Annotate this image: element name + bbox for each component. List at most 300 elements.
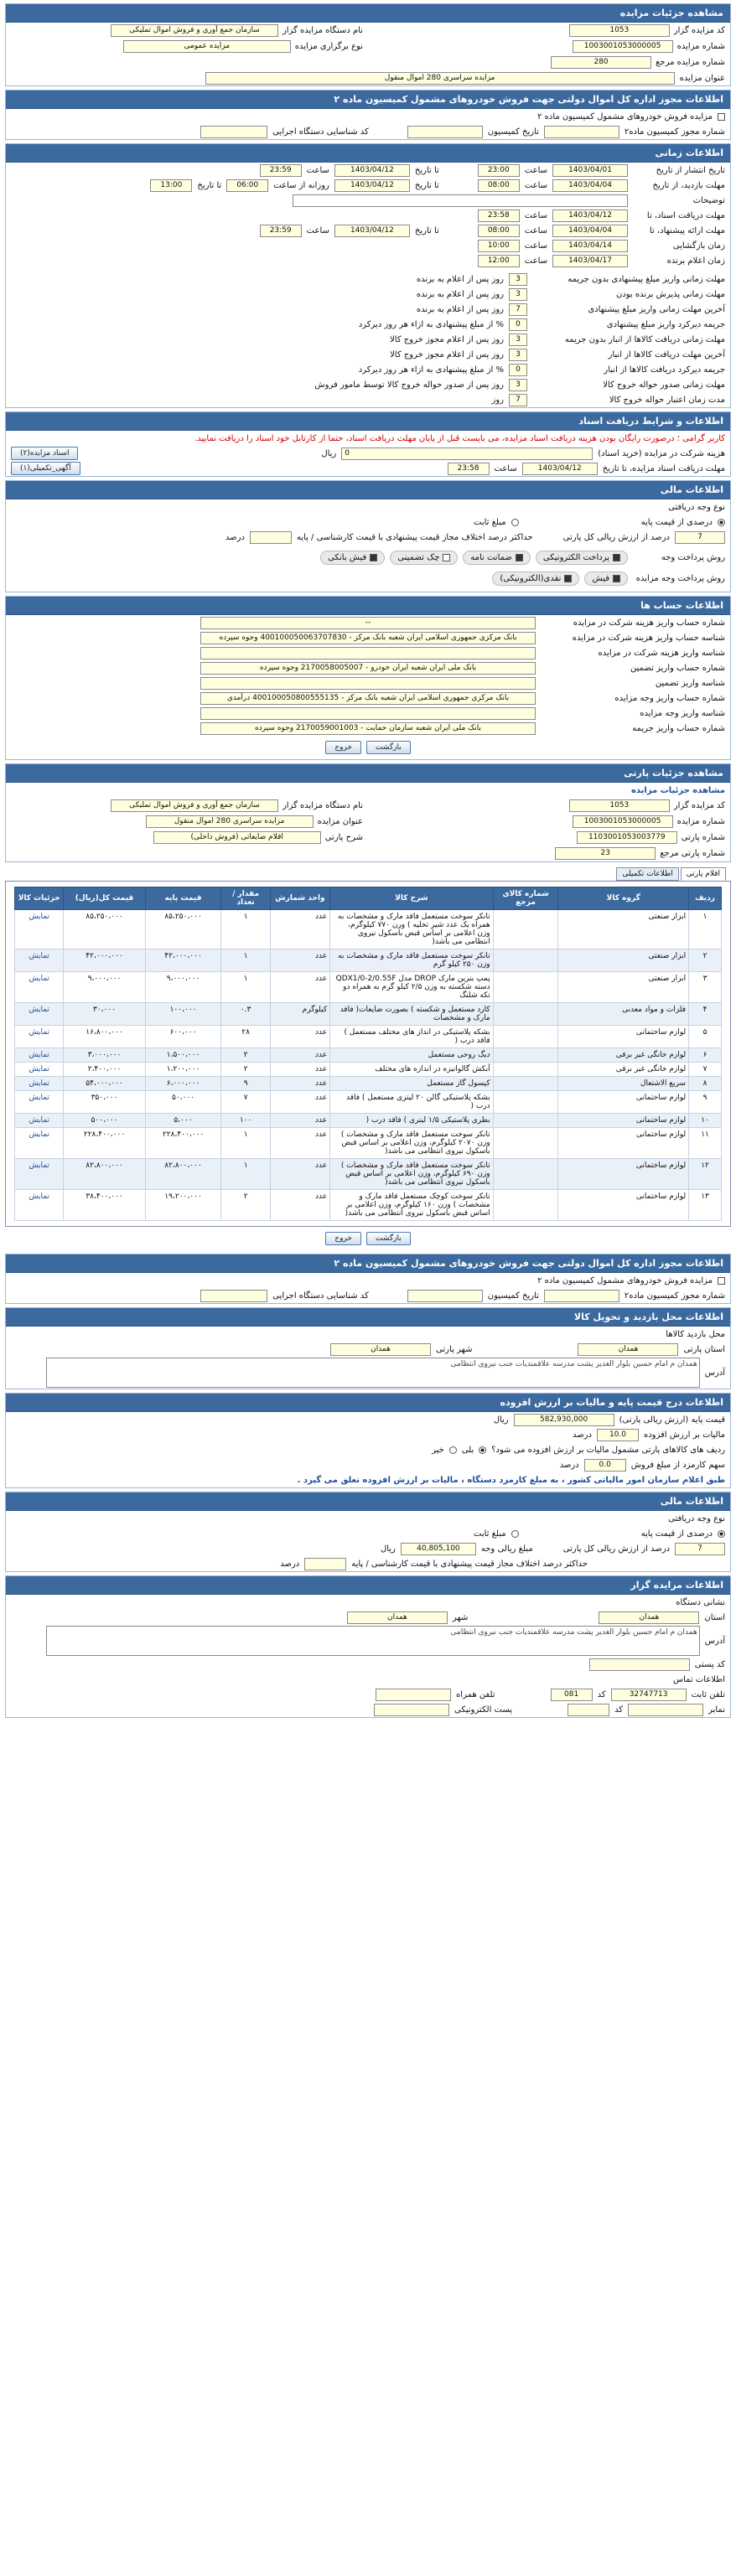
auction-type-field: مزایده عمومی	[123, 40, 291, 53]
table-cell: ۱	[221, 910, 270, 949]
label: مزایده فروش خودروهای مشمول کمیسیون ماده ۲	[537, 111, 713, 122]
label: نوع وجه دریافتی	[668, 502, 725, 512]
label: شماره مزایده مرجع	[656, 58, 725, 67]
rule-row	[6, 272, 730, 287]
label: پست الکترونیکی	[454, 1704, 513, 1715]
details-link[interactable]: تمایش	[15, 1159, 64, 1190]
label: شماره مجوز کمیسیون ماده۲	[624, 1291, 725, 1301]
label: عنوان مزایده	[317, 817, 363, 826]
label: ساعت	[524, 225, 547, 235]
items-table	[14, 887, 722, 1221]
table-cell: ۵۰،۰۰۰	[145, 1091, 221, 1114]
label: نوع وجه دریافتی	[668, 1513, 725, 1523]
label: ساعت	[524, 256, 547, 266]
value-field: 0	[509, 318, 527, 331]
value-field: 7	[509, 303, 527, 316]
exit-button[interactable]: خروج	[325, 1232, 361, 1245]
percent-field: 7	[675, 1543, 725, 1555]
date-field: 1403/04/17	[552, 255, 628, 267]
label: درصدی از قیمت پایه	[640, 517, 713, 527]
table-cell: فلزات و مواد معدنی	[558, 1003, 689, 1026]
details-link[interactable]: تمایش	[15, 1026, 64, 1048]
label: درصد	[225, 532, 245, 542]
section-header: اطلاعات مجوز اداره کل اموال دولتی جهت فروش خودروهای مشمول کمیسیون ماده ۲	[6, 1254, 730, 1273]
column-header: ردیف	[689, 887, 722, 910]
time-field: 06:00	[226, 179, 268, 192]
table-cell: ۵،۰۰۰	[145, 1114, 221, 1128]
label: آدرس	[704, 1636, 725, 1646]
table-cell	[493, 1190, 558, 1221]
rule-row	[6, 317, 730, 332]
column-header: گروه کالا	[558, 887, 689, 910]
percent-radio[interactable]	[718, 1530, 725, 1538]
label: آخرین مهلت زمانی واریز مبلغ پیشنهادی	[588, 304, 725, 314]
label: نوع برگزاری مزایده	[294, 42, 363, 51]
column-header: قیمت کل(ریال)	[64, 887, 145, 910]
label: ردیف های کالاهای پارتی مشمول مالیات بر ارزش افزوده می شود؟	[491, 1445, 725, 1455]
financial-section	[5, 480, 731, 592]
organizer-code-field: 1053	[569, 24, 670, 37]
no-radio[interactable]	[449, 1446, 457, 1454]
value-field: 3	[509, 349, 527, 361]
table-cell: ۴۲،۰۰۰،۰۰۰	[64, 949, 145, 972]
label: شرح پارتی	[324, 833, 363, 842]
value-field: 3	[509, 273, 527, 286]
label: شماره مزایده	[676, 817, 725, 826]
time-field: 08:00	[478, 179, 520, 192]
account-field	[200, 647, 536, 660]
label: شماره پارتی مرجع	[660, 849, 725, 858]
label: شناسه واریز هزینه شرکت در مزایده	[598, 648, 725, 658]
table-cell: ۲	[221, 1190, 270, 1221]
label: مهلت دریافت اسناد مزایده، تا تاریخ	[602, 463, 725, 473]
auction-number-field: 1003001053000005	[573, 40, 673, 53]
table-row	[15, 1063, 722, 1077]
payment-option[interactable]	[463, 551, 531, 565]
label: شماره مجوز کمیسیون ماده۲	[624, 127, 725, 137]
label: شهر	[452, 1612, 469, 1622]
subtitle: مشاهده جزئیات مزایده	[630, 785, 725, 795]
label: روز پس از صدور حواله خروج کالا توسط مامور فروش	[314, 380, 504, 390]
table-cell: تانکر سوخت مستعمل فاقد مارک و مشخصات به همراه یک عدد شیر تخلیه ) ورن ۷۷۰ کیلوگرم، وزن اعلامی بر اساس قبض باسکول نیروی انتظامی می باشد(	[330, 910, 494, 949]
area-code-field: 081	[551, 1689, 593, 1701]
commission-date-field[interactable]	[407, 1290, 483, 1302]
supplementary-ad-button[interactable]: آگهی_تکمیلی(۱)	[11, 462, 80, 475]
details-link[interactable]: تمایش	[15, 1114, 64, 1128]
table-cell: ۸	[689, 1077, 722, 1091]
table-cell: عدد	[270, 910, 329, 949]
label: درصد از ارزش ریالی کل پارتی	[562, 1544, 670, 1554]
account-field: بانک مرکزی جمهوری اسلامی ایران شعبه بانک مرکز - 400100050063707830 وجوه سپرده	[200, 632, 536, 644]
permit-section-2	[5, 1254, 731, 1304]
field: 1003001053000005	[573, 815, 673, 828]
table-row	[15, 1048, 722, 1063]
label: شماره مزایده	[676, 42, 725, 51]
account-field: --	[200, 617, 536, 629]
table-cell: ۲۲۸،۴۰۰،۰۰۰	[145, 1128, 221, 1159]
table-row	[15, 910, 722, 949]
date-field: 1403/04/12	[334, 179, 410, 192]
table-row	[15, 1159, 722, 1190]
email-field	[374, 1704, 449, 1716]
table-cell: پمپ بنزین مارک DROP مدل QDX1/0-2/0.55F دسته شکسته به وزن ۲/۵ کیلو گرم به همراه دو تکه شلنگ	[330, 972, 494, 1003]
phone-field: 32747713	[611, 1689, 687, 1701]
label: ریال	[321, 448, 337, 458]
table-cell	[493, 910, 558, 949]
address-field: همدان م امام حسین بلوار الغدیر پشت مدرسه علاقمندیات جنب نیروی انتظامی	[46, 1626, 700, 1656]
details-link[interactable]: تمایش	[15, 910, 64, 949]
table-cell: لوازم ساختمانی	[558, 1114, 689, 1128]
label: زمان بازگشایی	[672, 241, 725, 251]
province-field: همدان	[578, 1343, 678, 1356]
label: زمان اعلام برنده	[666, 256, 725, 266]
label: ساعت	[524, 180, 547, 190]
share-field: 0.0	[584, 1459, 626, 1472]
table-cell: لوازم ساختمانی	[558, 1026, 689, 1048]
label: تلفن ثابت	[691, 1689, 725, 1699]
table-cell: کارد مستعمل و شکسته ) بصورت ضایعات( فاقد مارک و مشخصات	[330, 1003, 494, 1026]
label: روز پس از اعلام به برنده	[416, 289, 504, 299]
checkbox[interactable]	[516, 554, 523, 561]
section-header: اطلاعات مالی	[6, 481, 730, 499]
label: مهلت ارائه پیشنهاد، تا	[649, 225, 725, 235]
field: مزایده سراسری 280 اموال منقول	[146, 815, 314, 828]
field: سازمان جمع آوری و فروش اموال تملیکی	[111, 799, 278, 812]
table-cell: ابزار صنعتی	[558, 910, 689, 949]
table-cell	[493, 1091, 558, 1114]
label: کد پستی	[694, 1659, 725, 1669]
column-header: شماره کالای مرجع	[493, 887, 558, 910]
table-cell: کیلوگرم	[270, 1003, 329, 1026]
tabs	[5, 867, 731, 881]
label: نام دستگاه مزایده گزار	[282, 801, 363, 810]
account-field	[200, 677, 536, 690]
organizer-section	[5, 1575, 731, 1718]
table-row	[15, 1190, 722, 1221]
time-field: 23:59	[260, 164, 302, 177]
permit-number-field[interactable]	[544, 126, 619, 138]
label: جریمه دیرکرد دریافت کالاها از انبار	[604, 365, 725, 375]
label: جریمه دیرکرد واریز مبلغ پیشنهادی	[606, 319, 725, 329]
label: شناسه حساب واریز هزینه شرکت در مزایده	[572, 633, 725, 643]
postal-code-field	[589, 1658, 690, 1671]
payment-option[interactable]	[390, 551, 458, 565]
label: مبلغ ثابت	[474, 517, 506, 527]
label: تاریخ کمیسیون	[487, 1291, 539, 1301]
section-header: مشاهده جزئیات پارتی	[6, 764, 730, 783]
value-field: 0	[509, 364, 527, 376]
commission-date-field[interactable]	[407, 126, 483, 138]
table-cell: ۱،۵۰۰،۰۰۰	[145, 1048, 221, 1063]
table-row	[15, 949, 722, 972]
permit-section	[5, 90, 731, 140]
address-field: همدان م امام حسین بلوار الغدیر پشت مدرسه علاقمندیات جنب نیروی انتظامی	[46, 1358, 700, 1388]
party-details-section	[5, 763, 731, 862]
auction-details-section	[5, 3, 731, 86]
table-cell: عدد	[270, 1077, 329, 1091]
table-cell: ۱	[221, 1159, 270, 1190]
table-cell: ۷	[689, 1063, 722, 1077]
field: اقلام ضایعاتی (فروش داخلی)	[153, 831, 321, 844]
table-cell: ۱۰	[689, 1114, 722, 1128]
table-cell: لوازم ساختمانی	[558, 1159, 689, 1190]
table-cell: عدد	[270, 1159, 329, 1190]
visit-location-section	[5, 1307, 731, 1389]
label: شناسه واریز تضمین	[655, 678, 725, 688]
tax-note: طبق اعلام سازمان امور مالیاتی کشور ، به مبلغ کارمزد دستگاه ، مالیات بر ارزش افزوده تعلق می گیرد .	[297, 1475, 725, 1485]
percent-radio[interactable]	[718, 519, 725, 526]
label: شماره حساب واریز جریمه	[632, 723, 725, 733]
section-header: اطلاعات مجوز اداره کل اموال دولتی جهت فروش خودروهای مشمول کمیسیون ماده ۲	[6, 91, 730, 109]
tab-items[interactable]: اقلام پارتی	[681, 867, 726, 881]
city-field: همدان	[330, 1343, 431, 1356]
details-link[interactable]: تمایش	[15, 949, 64, 972]
label: آخرین مهلت دریافت کالاها از انبار	[608, 349, 725, 360]
label: قیمت پایه (ارزش ریالی پارتی)	[619, 1415, 725, 1425]
label: تا تاریخ	[414, 225, 439, 235]
field: 1053	[569, 799, 670, 812]
label: اطلاعات تماس	[672, 1674, 725, 1684]
column-header: قیمت پایه	[145, 887, 221, 910]
table-cell: ابزار صنعتی	[558, 972, 689, 1003]
table-cell: ۹	[689, 1091, 722, 1114]
label: مهلت زمانی دریافت کالاها از انبار بدون جریمه	[564, 334, 725, 344]
fax-field	[628, 1704, 703, 1716]
label: ضمانت نامه	[470, 553, 512, 562]
back-button[interactable]: بازگشت	[366, 1232, 411, 1245]
label: روز	[491, 395, 504, 405]
agency-id-field[interactable]	[200, 1290, 267, 1302]
agency-id-field[interactable]	[200, 126, 267, 138]
time-field: 13:00	[150, 179, 192, 192]
label: ریال	[380, 1544, 396, 1554]
label: حداکثر درصد اختلاف مجاز قیمت پیشنهادی با قیمت کارشناسی / پایه	[351, 1559, 588, 1569]
yes-radio[interactable]	[479, 1446, 486, 1454]
label: درصدی از قیمت پایه	[640, 1529, 713, 1539]
label: ساعت	[524, 165, 547, 175]
label: ساعت	[494, 463, 517, 473]
table-cell: ۳۵۰،۰۰۰	[64, 1091, 145, 1114]
label: استان	[704, 1612, 725, 1622]
label: سهم کارمزد از مبلغ فروش	[630, 1460, 725, 1470]
column-header: جزئیات کالا	[15, 887, 64, 910]
checkbox[interactable]	[370, 554, 377, 561]
table-cell: عدد	[270, 1026, 329, 1048]
label: محل بازدید کالاها	[666, 1329, 725, 1339]
details-link[interactable]: تمایش	[15, 1048, 64, 1063]
table-cell: ۱،۲۰۰،۰۰۰	[145, 1063, 221, 1077]
label: ساعت	[524, 210, 547, 220]
field: 23	[555, 847, 656, 860]
table-cell: ۵۰۰،۰۰۰	[64, 1114, 145, 1128]
table-cell: عدد	[270, 1048, 329, 1063]
financial-section-2	[5, 1492, 731, 1572]
label: آدرس	[704, 1368, 725, 1378]
label: مبلغ ریالی وجه	[480, 1544, 533, 1554]
rule-row	[6, 362, 730, 377]
table-cell: ۱	[221, 1128, 270, 1159]
table-cell: تانکر سوخت مستعمل فاقد مارک و مشخصات ) وزن ۲۰۷۰ کیلوگرم، وزن اعلامی بر اساس قبض باسکول نیروی انتظامی می باشد(	[330, 1128, 494, 1159]
checkbox[interactable]	[613, 575, 620, 582]
label: هزینه شرکت در مزایده (خرید اسناد)	[598, 448, 725, 458]
table-cell: کپسول گاز مستعمل	[330, 1077, 494, 1091]
account-field: بانک مرکزی جمهوری اسلامی ایران شعبه بانک مرکز - 400100050800555135 درآمدی	[200, 692, 536, 705]
label: تا تاریخ	[197, 180, 222, 190]
label: عنوان مزایده	[679, 73, 725, 83]
label: مدت زمان اعتبار حواله خروج کالا	[609, 395, 725, 405]
time-field: 10:00	[478, 240, 520, 252]
details-link[interactable]: تمایش	[15, 1091, 64, 1114]
max-diff-field	[304, 1558, 346, 1570]
table-cell: ۸۵،۲۵۰،۰۰۰	[145, 910, 221, 949]
payment-option[interactable]	[320, 551, 385, 565]
label: ساعت	[306, 165, 329, 175]
value-field: 3	[509, 379, 527, 391]
mobile-field	[376, 1689, 451, 1701]
label: مهلت زمانی پذیرش برنده بودن	[615, 289, 725, 299]
auction-subject-field: مزایده سراسری 280 اموال منقول	[205, 72, 675, 85]
table-cell: بطری پلاستیکی ۱/۵ لیتری ) فاقد درب (	[330, 1114, 494, 1128]
details-link[interactable]: تمایش	[15, 1128, 64, 1159]
label: درصد از ارزش ریالی کل پارتی	[562, 532, 670, 542]
time-field: 23:58	[478, 209, 520, 222]
value-field: 7	[509, 394, 527, 406]
base-price-field: 582,930,000	[514, 1414, 614, 1426]
table-cell: بشکه پلاستیکی گالن ۲۰ لیتری مستعمل ) فاقد درب (	[330, 1091, 494, 1114]
table-cell: ۱۰۰	[221, 1114, 270, 1128]
table-cell	[493, 1063, 558, 1077]
table-cell: ابزار صنعتی	[558, 949, 689, 972]
label: نشانی دستگاه	[676, 1597, 725, 1607]
label: استان پارتی	[683, 1344, 725, 1354]
label: تلفن همراه	[456, 1689, 495, 1699]
table-cell	[493, 1048, 558, 1063]
date-field: 1403/04/04	[552, 225, 628, 237]
date-field: 1403/04/14	[552, 240, 628, 252]
table-cell: آبکش گالوانیزه در اندازه های مختلف	[330, 1063, 494, 1077]
table-row	[15, 972, 722, 1003]
timing-section	[5, 143, 731, 408]
table-cell: تانکر سوخت مستعمل فاقد مارک و مشخصات ) وزن ۶۹۰ کیلوگرم، وزن اعلامی بر اساس قبض باسکول نیروی انتظامی می باشد(	[330, 1159, 494, 1190]
permit-number-field[interactable]	[544, 1290, 619, 1302]
table-row	[15, 1091, 722, 1114]
time-field: 12:00	[478, 255, 520, 267]
value-field: 3	[509, 288, 527, 301]
label: روز پس از اعلام مجوز خروج کالا	[390, 334, 504, 344]
label: فیش بانکی	[328, 553, 367, 562]
table-cell: ۲۲۸،۴۰۰،۰۰۰	[64, 1128, 145, 1159]
account-field	[200, 707, 536, 720]
table-cell: ۲	[221, 1048, 270, 1063]
checkbox[interactable]	[564, 575, 572, 582]
date-field: 1403/04/12	[522, 463, 598, 475]
payment-option[interactable]	[536, 551, 628, 565]
payment2-option[interactable]	[584, 572, 628, 586]
label: کد مزایده گزار	[673, 26, 725, 35]
auction-documents-button[interactable]: اسناد مزایده(۲)	[11, 447, 78, 460]
table-cell: لوازم خانگی غیر برقی	[558, 1063, 689, 1077]
label: مزایده فروش خودروهای مشمول کمیسیون ماده ۲	[537, 1275, 713, 1285]
rule-row	[6, 332, 730, 347]
table-cell: عدد	[270, 972, 329, 1003]
table-cell: عدد	[270, 1190, 329, 1221]
table-cell: ۵۴،۰۰۰،۰۰۰	[64, 1077, 145, 1091]
details-link[interactable]: تمایش	[15, 972, 64, 1003]
tab-supplementary[interactable]: اطلاعات تکمیلی	[616, 867, 678, 881]
table-cell: ۹،۰۰۰،۰۰۰	[145, 972, 221, 1003]
commission-checkbox[interactable]	[718, 1277, 725, 1285]
label: تاریخ کمیسیون	[487, 127, 539, 137]
table-cell	[493, 1077, 558, 1091]
table-cell: ۱۳	[689, 1190, 722, 1221]
table-cell	[493, 1128, 558, 1159]
label: توضیحات	[692, 195, 725, 205]
label: تاریخ انتشار از تاریخ	[656, 165, 725, 175]
accounts-section	[5, 596, 731, 760]
label: روز پس از اعلام به برنده	[416, 274, 504, 284]
table-cell	[493, 1159, 558, 1190]
table-cell: ۴	[689, 1003, 722, 1026]
table-cell: ۳	[689, 972, 722, 1003]
commission-checkbox[interactable]	[718, 113, 725, 121]
label: تا تاریخ	[414, 165, 439, 175]
time-field: 08:00	[478, 225, 520, 237]
label: شهر پارتی	[436, 1344, 473, 1354]
table-row	[15, 1077, 722, 1091]
account-field: بانک ملی ایران شعبه سازمان حمایت - 2170059001003 وجوه سپرده	[200, 722, 536, 735]
details-link[interactable]: تمایش	[15, 1077, 64, 1091]
date-field: 1403/04/12	[334, 164, 410, 177]
payment2-option[interactable]	[492, 572, 579, 586]
details-link[interactable]: تمایش	[15, 1003, 64, 1026]
details-link[interactable]: تمایش	[15, 1190, 64, 1221]
table-cell: لوازم ساختمانی	[558, 1190, 689, 1221]
date-field: 1403/04/12	[334, 225, 410, 237]
label: کد مزایده گزار	[673, 801, 725, 810]
label: مهلت بازدید، از تاریخ	[652, 180, 725, 190]
label: روز پس از اعلام مجوز خروج کالا	[390, 349, 504, 360]
back-button[interactable]: بازگشت	[366, 741, 411, 754]
label: مالیات بر ارزش افزوده	[643, 1430, 725, 1440]
section-header: اطلاعات مزایده گزار	[6, 1576, 730, 1595]
field: 1103001053003779	[577, 831, 677, 844]
table-row	[15, 1114, 722, 1128]
label: خیر	[432, 1445, 444, 1455]
fixed-radio[interactable]	[511, 519, 519, 526]
description-field	[293, 194, 628, 207]
label: کد شناسایی دستگاه اجرایی	[272, 1291, 369, 1301]
rule-row	[6, 347, 730, 362]
label: شناسه واریز وجه مزایده	[640, 708, 725, 718]
table-cell: ۸۵،۲۵۰،۰۰۰	[64, 910, 145, 949]
label: روزانه از ساعت	[273, 180, 329, 190]
date-field: 1403/04/01	[552, 164, 628, 177]
label: مهلت دریافت اسناد، تا	[646, 210, 725, 220]
section-header: اطلاعات محل بازدید و تحویل کالا	[6, 1308, 730, 1327]
time-field: 23:00	[478, 164, 520, 177]
label: بلی	[461, 1445, 474, 1455]
label: مبلغ ثابت	[474, 1529, 506, 1539]
fixed-radio[interactable]	[511, 1530, 519, 1538]
details-link[interactable]: تمایش	[15, 1063, 64, 1077]
exit-button[interactable]: خروج	[325, 741, 361, 754]
checkbox[interactable]	[613, 554, 620, 561]
section-header: اطلاعات زمانی	[6, 144, 730, 163]
table-cell: ۱۲	[689, 1159, 722, 1190]
table-cell: ۲	[689, 949, 722, 972]
table-cell: عدد	[270, 1114, 329, 1128]
checkbox[interactable]	[443, 554, 450, 561]
